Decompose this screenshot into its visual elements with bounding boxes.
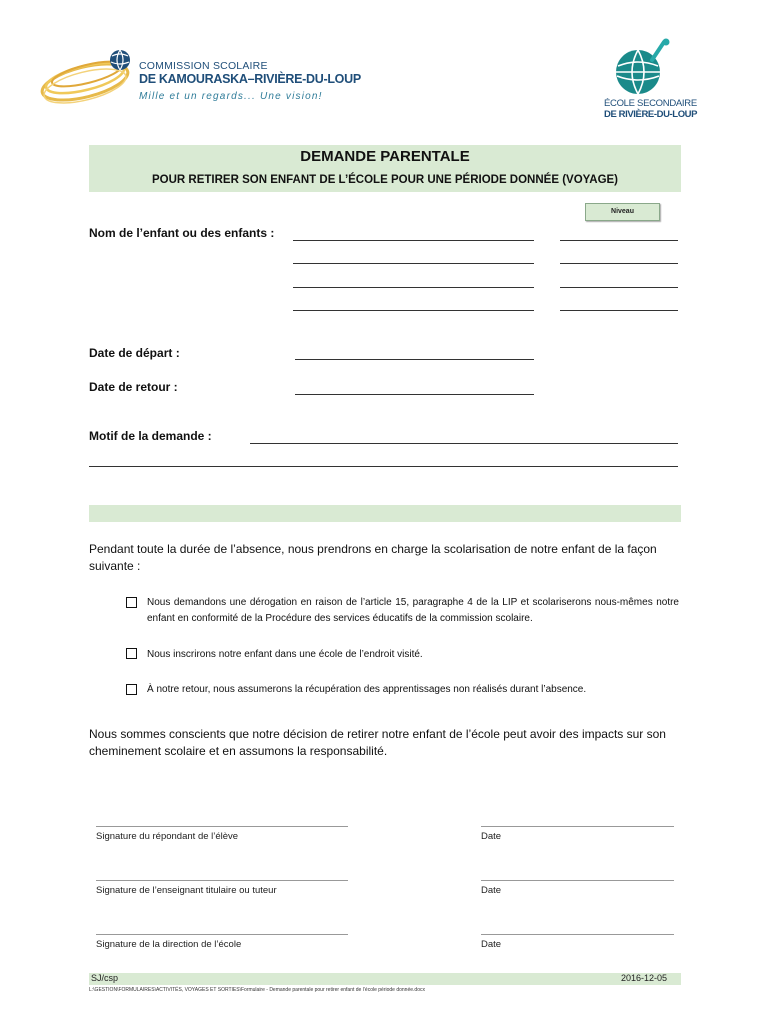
title-band xyxy=(89,145,681,192)
gold-rings-icon xyxy=(40,40,140,118)
direction-date-label: Date xyxy=(481,939,502,950)
direction-signature-label: Signature de la direction de l’école xyxy=(96,939,242,950)
respondent-date-label: Date xyxy=(481,831,502,842)
option-1-checkbox[interactable] xyxy=(126,597,137,608)
departure-date-field[interactable] xyxy=(295,359,534,360)
school-name-line1: ÉCOLE SECONDAIRE xyxy=(604,98,697,109)
teacher-signature-field[interactable] xyxy=(96,880,348,881)
option-2-checkbox[interactable] xyxy=(126,648,137,659)
intro-paragraph: Pendant toute la durée de l’absence, nous prendrons en charge la scolarisation de notre enfant de la façon suivante : xyxy=(89,542,657,573)
respondent-date-field[interactable] xyxy=(481,826,674,827)
school-logo xyxy=(598,38,698,122)
child-level-field-4[interactable] xyxy=(560,310,678,311)
footer-date: 2016-12-05 xyxy=(620,973,667,983)
org-name-line2: DE KAMOURASKA–RIVIÈRE-DU-LOUP xyxy=(139,72,361,86)
footer-initials: SJ/csp xyxy=(91,973,119,983)
footer-band xyxy=(89,973,681,985)
option-1-text: Nous demandons une dérogation en raison de l’article 15, paragraphe 4 de la LIP et scolariserons nous-mêmes notre enfant en conformité de la Procédure des services éducatifs de la commission scolaire. xyxy=(147,597,679,624)
globe-figure-icon xyxy=(608,38,680,98)
option-2-text: Nous inscrirons notre enfant dans une école de l’endroit visité. xyxy=(147,649,423,660)
child-name-field-4[interactable] xyxy=(293,310,534,311)
child-name-field-3[interactable] xyxy=(293,287,534,288)
reason-label: Motif de la demande : xyxy=(89,429,212,443)
document-title: DEMANDE PARENTALE xyxy=(300,148,470,165)
return-date-field[interactable] xyxy=(295,394,534,395)
option-3-checkbox[interactable] xyxy=(126,684,137,695)
teacher-date-label: Date xyxy=(481,885,502,896)
conclusion-paragraph: Nous sommes conscients que notre décision de retirer notre enfant de l’école peut avoir des impacts sur son cheminement scolaire et en assumons la responsabilité. xyxy=(89,727,666,758)
respondent-signature-label: Signature du répondant de l’élève xyxy=(96,831,239,842)
child-name-field-2[interactable] xyxy=(293,263,534,264)
reason-field-line-1[interactable] xyxy=(250,443,678,444)
school-name-line2: DE RIVIÈRE-DU-LOUP xyxy=(604,109,698,120)
option-3-text: À notre retour, nous assumerons la récupération des apprentissages non réalisés durant l’absence. xyxy=(147,684,587,695)
child-level-field-3[interactable] xyxy=(560,287,678,288)
commission-scolaire-logo xyxy=(40,40,361,118)
return-date-label: Date de retour : xyxy=(89,380,178,394)
section-divider-band xyxy=(89,505,681,522)
child-level-field-2[interactable] xyxy=(560,263,678,264)
document-subtitle: POUR RETIRER SON ENFANT DE L’ÉCOLE POUR UNE PÉRIODE DONNÉE (VOYAGE) xyxy=(151,174,619,186)
child-name-field-1[interactable] xyxy=(293,240,534,241)
child-name-label: Nom de l’enfant ou des enfants : xyxy=(89,226,275,240)
child-level-field-1[interactable] xyxy=(560,240,678,241)
org-name-line1: COMMISSION SCOLAIRE xyxy=(139,60,268,72)
teacher-date-field[interactable] xyxy=(481,880,674,881)
teacher-signature-label: Signature de l’enseignant titulaire ou tuteur xyxy=(96,885,277,896)
niveau-button[interactable]: Niveau xyxy=(585,203,660,221)
direction-date-field[interactable] xyxy=(481,934,674,935)
file-path: L:\GESTION\FORMULAIRES\ACTIVITÉS, VOYAGES ET SORTIES\Formulaire - Demande parentale pour retirer enfant de l’école période donnée.docx xyxy=(89,987,425,993)
respondent-signature-field[interactable] xyxy=(96,826,348,827)
direction-signature-field[interactable] xyxy=(96,934,348,935)
reason-field-line-2[interactable] xyxy=(89,466,678,467)
departure-date-label: Date de départ : xyxy=(89,346,180,360)
org-slogan: Mille et un regards... Une vision! xyxy=(139,91,323,102)
